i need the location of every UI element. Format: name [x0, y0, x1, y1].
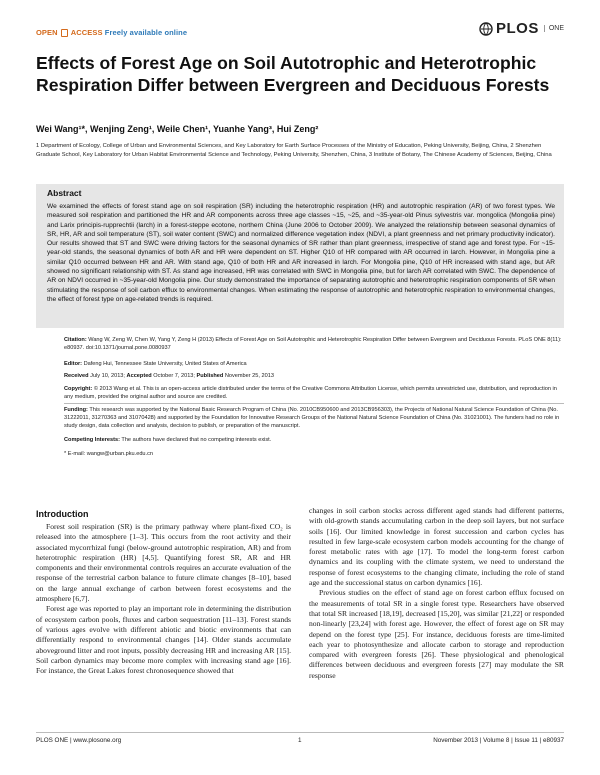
- intro-paragraph: Forest age was reported to play an important role in determining the distribution of ecosystem carbon pools, fluxes and carbon sequestration [11–13]. Forest stands of various ages evolve with different abiotic and biotic environments that can differentially respond to environmental changes [14]. Older stands accumulate aboveground litter and root inputs, possibly decreasing HR and increasing AR [15]. Soil carbon dynamics may become more complex with increasing stand age [16]. For instance, the Great Lakes forest chronosequence showed that: [36, 604, 291, 676]
- affiliations: 1 Department of Ecology, College of Urban and Environmental Sciences, and Key Laboratory for Earth Surface Processes of the Ministry of Education, Peking University, Beijing, China, 2 Shenzhen Graduate School, Key Laboratory for Urban Habitat Environmental Science and Technology, Peking University, Shenzhen, China, 3 Institute of Botany, The Chinese Academy of Sciences, Beijing, China: [36, 143, 552, 158]
- citation-label: Citation:: [64, 337, 87, 343]
- footer-divider: [36, 732, 564, 733]
- freely-available-label: Freely available online: [104, 28, 188, 37]
- accepted-label: Accepted: [126, 373, 152, 379]
- copyright-label: Copyright:: [64, 386, 93, 392]
- editor: [64, 360, 564, 368]
- intro-paragraph: changes in soil carbon stocks across different aged stands had different patterns, with old-growth stands accumulating carbon in the deep soil layers, but not surface soils [16]. Our limited knowledge in forest succession and carbon cycles has resulted in few large-scale ecosystem carbon models accounting for the change of forest metabolic rates with age [17]. To model the long-term forest carbon dynamics and its coupling with the climate system, we need to understand the response of forest ecosystems to the changing climate, including the role of stand age and the successional status on carbon dynamics [16].: [309, 506, 564, 588]
- competing-interests: [64, 436, 564, 444]
- open-access-banner: [36, 28, 187, 37]
- footer-issue: November 2013 | Volume 8 | Issue 11 | e80937: [433, 737, 564, 744]
- published-label: Published: [196, 373, 224, 379]
- intro-paragraph: Forest soil respiration (SR) is the primary pathway where plant-fixed CO₂ is released into the atmosphere [1–3]. This occurs from the root activity and their associated mycorrhizal fungi (below-ground autotrophic respiration, AR) and from heterotrophic respiration (HR) [4,5]. Quantifying forest SR, AR and HR components and their environmental controls requires an accurate evaluation of the response of the terrestrial carbon balance to future climate changes [8–10], based on the large annual exchange of carbon between forest ecosystems and the atmosphere [6,7].: [36, 522, 291, 604]
- plos-wordmark: PLOS: [495, 20, 539, 37]
- received-date: July 10, 2013;: [90, 373, 125, 379]
- citation-text: Wang W, Zeng W, Chen W, Yang Y, Zeng H (2013) Effects of Forest Age on Soil Autotrophic and Heterotrophic Respiration Differ between Evergreen and Deciduous Forests. PLoS ONE 8(11): e80937. doi:10.1371/journal.pone.0080937: [64, 337, 562, 351]
- accepted-date: October 7, 2013;: [153, 373, 195, 379]
- journal-name: ONE: [544, 25, 564, 32]
- divider: [64, 403, 564, 404]
- left-column: [36, 522, 291, 676]
- competing-text: The authors have declared that no competing interests exist.: [121, 437, 272, 443]
- access-label: ACCESS: [70, 28, 103, 37]
- page-number: 1: [298, 737, 302, 744]
- plos-logo: [479, 20, 564, 37]
- funding: [64, 406, 564, 430]
- citation: [64, 336, 564, 352]
- author-list: Wei Wang¹*, Wenjing Zeng¹, Weile Chen¹, Yuanhe Yang³, Hui Zeng²: [36, 124, 319, 134]
- abstract-text: We examined the effects of forest stand age on soil respiration (SR) including the heterotrophic respiration (HR) and autotrophic respiration (AR) of two forest types. We measured soil respiration and partitioned the HR and AR components across three age classes ~15, ~25, and ~35-year-old Pinus sylvestris var. mongolica (Mongolia pine) and Larix principis-rupprechtii (larch) in a forest-steppe ecotone, northern China (June 2006 to October 2009). We analyzed the relationship between seasonal dynamics of SR, HR, AR and soil temperature (ST), soil water content (SWC) and normalized difference vegetation index (NDVI, a plant greenness and net primary productivity indicator). Our results showed that ST and SWC were driving factors for the seasonal dynamics of SR rather than plant greenness, irrespective of stand age and forest type. For ~15-year-old stands, the seasonal dynamics of both AR and HR were dependent on ST. Higher Q10 of HR compared with AR occurred in larch. However, in Mongolia pine a similar Q10 occurred between HR and AR. With stand age, Q10 of both HR and AR increased in larch. For Mongolia pine, Q10 of HR increased with stand age, but AR showed no significant relationship with ST. As stand age increased, HR was correlated with SWC in Mongolia pine, but for larch AR correlated with SWC. The dependence of AR on NDVI occurred in ~35-year-old Mongolia pine. Our study demonstrated the importance of separating autotrophic and heterotrophic respiration components of SR when stimulating the response of soil carbon efflux to environmental changes. When estimating the response of autotrophic and heterotrophic respiration to environmental changes, the effect of forest type on age-related trends is required.: [47, 203, 555, 303]
- open-label: OPEN: [36, 28, 58, 37]
- editor-label: Editor:: [64, 361, 83, 367]
- copyright: [64, 385, 564, 401]
- footer-journal: PLOS ONE | www.plosone.org: [36, 737, 122, 744]
- page-footer: [36, 737, 564, 744]
- published-date: November 25, 2013: [224, 373, 274, 379]
- funding-label: Funding:: [64, 407, 88, 413]
- introduction-heading: Introduction: [36, 509, 89, 519]
- email[interactable]: * E-mail: wangw@urban.pku.edu.cn: [64, 451, 154, 457]
- right-column: [309, 506, 564, 681]
- received-label: Received: [64, 373, 89, 379]
- dates: [64, 372, 564, 380]
- editor-text: Dafeng Hui, Tennessee State University, United States of America: [83, 361, 247, 367]
- lock-icon: [61, 29, 68, 37]
- intro-paragraph: Previous studies on the effect of stand age on forest carbon efflux focused on the measurements of total SR in a single forest type. Researchers have observed that total SR increased [18,19], decreased [15,20], was similar [21,22] or responded non-linearly [23,24] with forest age. However, the effect of forest age on SR may depend on the forest type [25]. For instance, deciduous forests are time-limited each year to photosynthesize and allocate carbon to storage and reproduction compared with evergreen forests [26]. These physiological and phenological differences between deciduous and evergreen forests [27] may modulate the SR response: [309, 588, 564, 680]
- abstract-heading: Abstract: [47, 188, 82, 198]
- plos-globe-icon: [479, 22, 493, 36]
- competing-label: Competing Interests:: [64, 437, 120, 443]
- funding-text: This research was supported by the National Basic Research Program of China (No. 2010CB950600 and 2013CB956303), the Projects of National Natural Science Foundation of China (No. 31222011, 31270363 and 31070428) and supported by the Foundation for Innovative Research Groups of the National Natural Science Foundation of China (No. 31021001). The funders had no role in study design, data collection and analysis, decision to publish, or preparation of the manuscript.: [64, 407, 560, 429]
- article-title: Effects of Forest Age on Soil Autotrophic and Heterotrophic Respiration Differ between Evergreen and Deciduous Forests: [36, 53, 550, 95]
- copyright-text: © 2013 Wang et al. This is an open-access article distributed under the terms of the Creative Commons Attribution License, which permits unrestricted use, distribution, and reproduction in any medium, provided the original author and source are credited.: [64, 386, 557, 400]
